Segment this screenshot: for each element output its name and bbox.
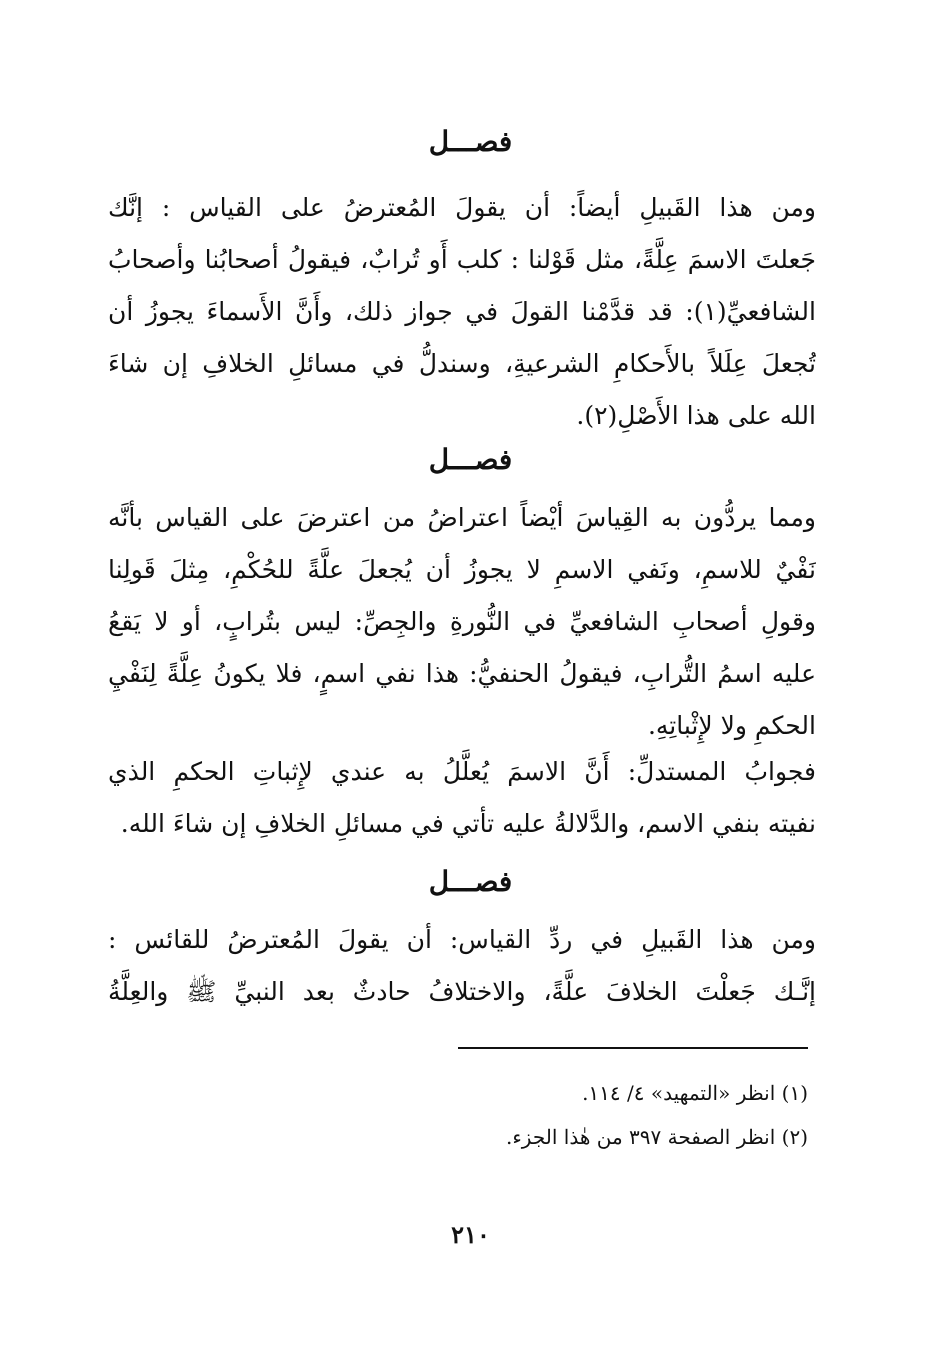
footnote-divider	[458, 1047, 808, 1049]
paragraph	[108, 492, 816, 752]
text-line: ومما يردُّون به القِياسَ أيْضاً اعتراضُ من اعترضَ على القياس بأنَّه	[108, 503, 816, 532]
text-line: ومن هذا القَبيلِ أيضاً: أن يقولَ المُعترضُ على القياس : إنَّك	[108, 193, 816, 222]
section-heading: فصـــل	[428, 865, 513, 898]
page-number: ٢١٠	[451, 1220, 490, 1249]
text-line: الشافعيِّ(١): قد قدَّمْنا القولَ في جواز ذلك، وأَنَّ الأَسماءَ يجوزُ أن	[108, 297, 816, 326]
text-line: جَعلتَ الاسمَ عِلَّةً، مثل قَوْلنا : كلب أَو تُرابٌ، فيقولُ أصحابُنا وأصحابُ	[108, 245, 816, 274]
text-line: عليه اسمُ التُّرابِ، فيقولُ الحنفيُّ: هذا نفي اسمٍ، فلا يكونُ عِلَّةً لِنَفْيِ	[108, 659, 816, 688]
paragraph	[108, 914, 816, 1018]
text-line: إنَّـك جَعلْتَ الخلافَ علَّةً، والاختلافُ حادثٌ بعد النبيِّ ﷺ والعِلَّةُ	[108, 977, 816, 1006]
text-line: الحكمِ ولا لإِثْباتِهِ.	[647, 711, 816, 740]
text-line: وقولِ أصحابِ الشافعيِّ في النُّورةِ والجِصِّ: ليس بتُرابٍ، أو لا يَقعُ	[108, 607, 816, 636]
footnote: (١) انظر «التمهيد» ٤/ ١١٤.	[582, 1081, 808, 1105]
paragraph	[108, 746, 816, 850]
text-line: فجوابُ المستدلِّ: أَنَّ الاسمَ يُعلَّلُ به عندي لإِثباتِ الحكمِ الذي	[108, 757, 816, 786]
footnote: (٢) انظر الصفحة ٣٩٧ من هٰذا الجزء.	[506, 1125, 808, 1149]
text-line: نَفْيٌ للاسمِ، ونَفي الاسمِ لا يجوزُ أن يُجعلَ علَّةً للحُكْمِ، مِثلَ قَولِنا	[108, 555, 816, 584]
section-heading: فصـــل	[428, 443, 513, 476]
paragraph	[108, 182, 816, 442]
text-line: ومن هذا القَبيلِ في ردِّ القياس: أن يقولَ المُعترضُ للقائس :	[108, 925, 816, 954]
text-line: الله على هذا الأَصْلِ(٢).	[576, 401, 816, 430]
text-line: تُجعلَ عِلَلاً بالأَحكامِ الشرعيةِ، وسندلُّ في مسائلِ الخلافِ إن شاءَ	[108, 349, 816, 378]
section-heading: فصـــل	[428, 125, 513, 158]
text-line: نفيته بنفي الاسم، والدَّلالةُ عليه تأتي في مسائلِ الخلافِ إن شاءَ الله.	[120, 809, 816, 838]
